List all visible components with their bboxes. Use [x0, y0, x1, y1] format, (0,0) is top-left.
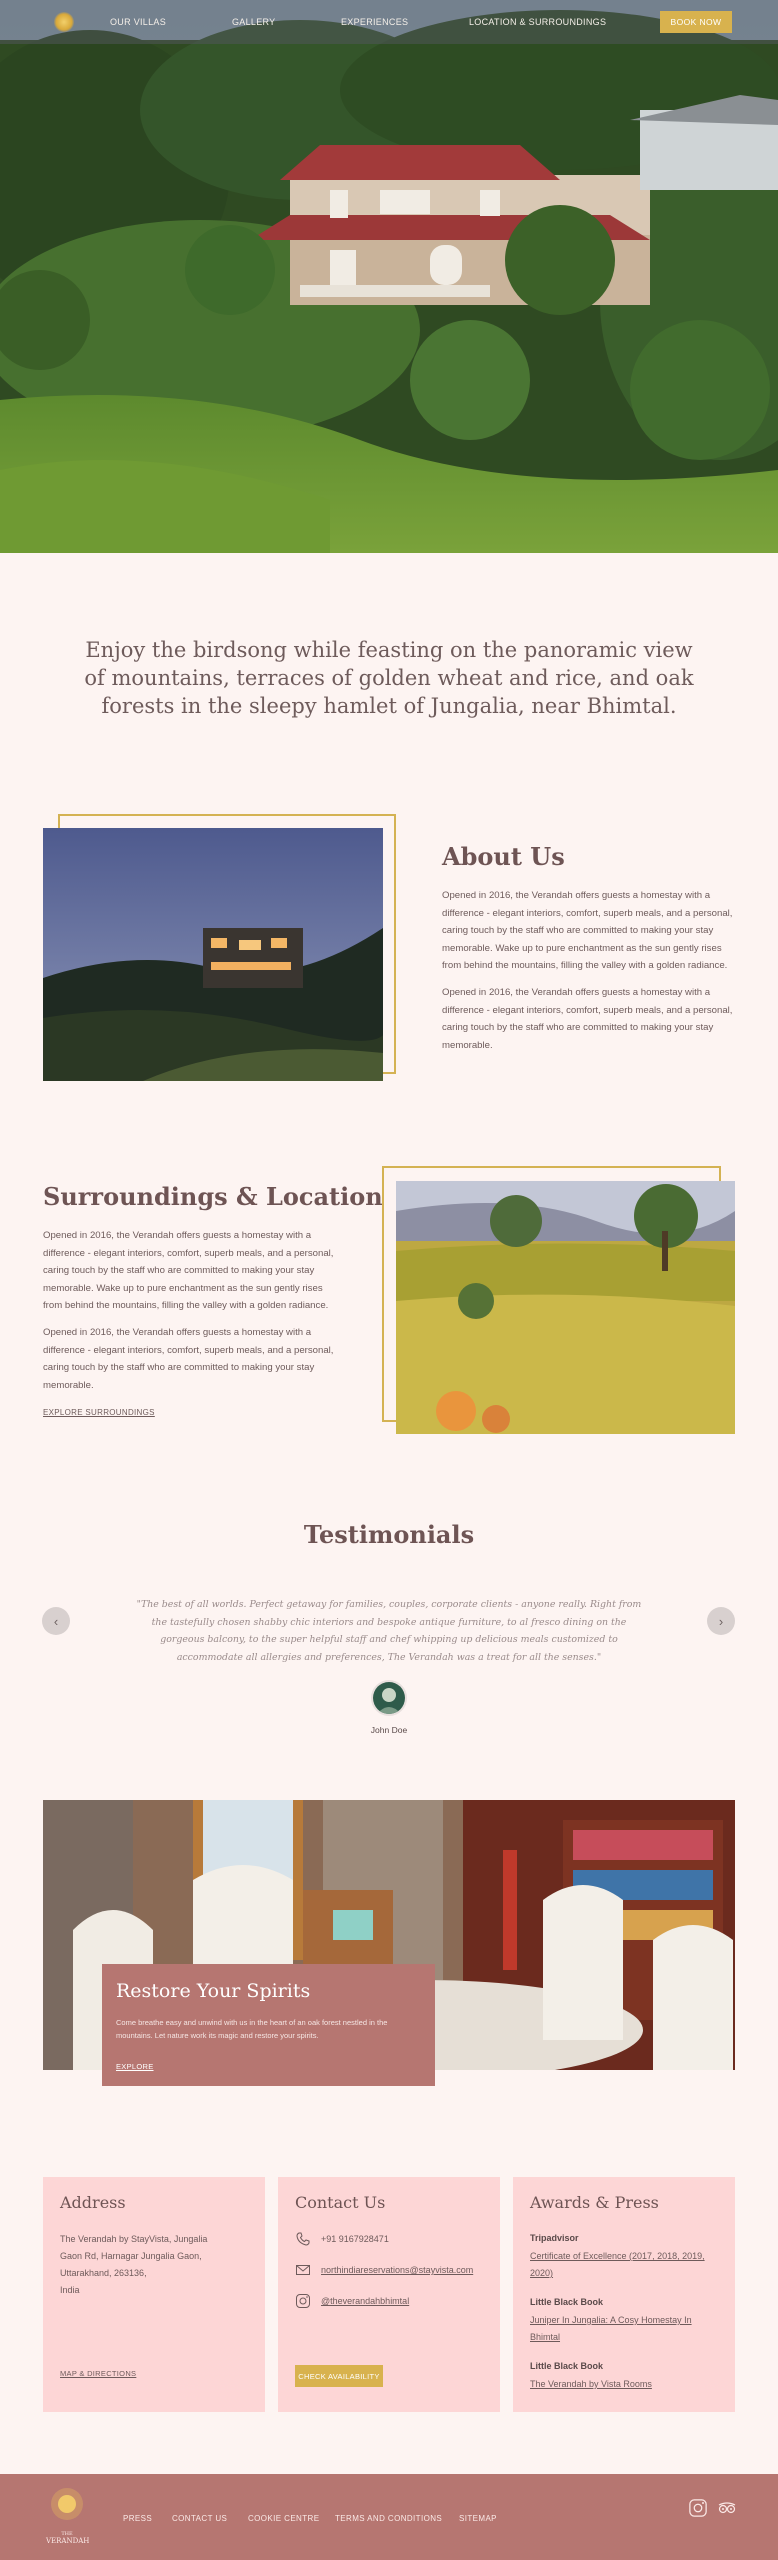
check-availability-button[interactable]: CHECK AVAILABILITY — [295, 2365, 383, 2387]
footer-logo[interactable] — [46, 2484, 88, 2550]
award-source-1: Tripadvisor — [530, 2233, 579, 2243]
contact-title: Contact Us — [295, 2193, 386, 2212]
footer-sitemap[interactable]: SITEMAP — [459, 2514, 497, 2523]
about-para-2: Opened in 2016, the Verandah offers guests a homestay with a difference - elegant interiors, comfort, superb meals, and a personal, caring touch by the staff who are committed to making your stay memorable. — [442, 987, 733, 1051]
tripadvisor-icon[interactable] — [718, 2500, 736, 2516]
nav-experiences[interactable]: EXPERIENCES — [341, 17, 409, 27]
footer-press[interactable]: PRESS — [123, 2514, 153, 2523]
avatar — [371, 1680, 407, 1716]
about-title: About Us — [442, 842, 565, 871]
address-line-3: Uttarakhand, 263136, — [60, 2268, 147, 2278]
nav-our-villas[interactable]: OUR VILLAS — [110, 17, 167, 27]
about-para-1: Opened in 2016, the Verandah offers guests a homestay with a difference - elegant interiors, comfort, superb meals, and a personal, caring touch by the staff who are committed to making your stay memorable. Wake up to pure enchantment as the sun gently rises from behind the mountains, filling the valley with a golden radiance. — [442, 890, 733, 971]
testimonial-author: John Doe — [370, 1725, 408, 1735]
spirit-title: Restore Your Spirits — [116, 1980, 311, 2002]
testimonial-quote: "The best of all worlds. Perfect getaway for families, couples, corporate clients - anyone really. Right from the tastefully chosen shabby chic interiors and bespoke antique furniture, to al fresco dining on the gorgeous balcony, to the super helpful staff and chef whipping up delicious meals customized to accommodate all allergies and preferences, The Verandah was a treat for all the senses." — [136, 1599, 642, 1663]
contact-phone[interactable]: +91 9167928471 — [321, 2234, 389, 2244]
footer-terms[interactable]: TERMS AND CONDITIONS — [335, 2514, 443, 2523]
nav-gallery[interactable]: GALLERY — [232, 17, 276, 27]
contact-instagram[interactable]: @theverandahbhimtal — [321, 2296, 410, 2306]
award-source-3: Little Black Book — [530, 2361, 604, 2371]
award-link-1[interactable]: Certificate of Excellence (2017, 2018, 2019, 2020) — [530, 2251, 705, 2278]
footer-contact-us[interactable]: CONTACT US — [172, 2514, 228, 2523]
spirit-desc: Come breathe easy and unwind with us in the heart of an oak forest nestled in the mountains. Let nature work its magic and restore your spirits. — [116, 2018, 388, 2040]
surroundings-para-1: Opened in 2016, the Verandah offers guests a homestay with a difference - elegant interiors, comfort, superb meals, and a personal, caring touch by the staff who are committed to making your stay memorable. Wake up to pure enchantment as the sun gently rises from behind the mountains, filling the valley with a golden radiance. — [43, 1230, 334, 1311]
spirit-card — [102, 1964, 435, 2086]
mail-icon — [295, 2262, 311, 2278]
contact-email[interactable]: northindiareservations@stayvista.com — [321, 2265, 474, 2275]
prev-arrow-icon[interactable]: ‹ — [42, 1607, 70, 1635]
testimonials-title: Testimonials — [303, 1520, 475, 1549]
surroundings-para-2: Opened in 2016, the Verandah offers guests a homestay with a difference - elegant interiors, comfort, superb meals, and a personal, caring touch by the staff who are committed to making your stay memorable. — [43, 1327, 334, 1391]
award-link-3[interactable]: The Verandah by Vista Rooms — [530, 2379, 652, 2389]
address-line-1: The Verandah by StayVista, Jungalia — [60, 2234, 208, 2244]
award-source-2: Little Black Book — [530, 2297, 604, 2307]
map-directions-link[interactable]: MAP & DIRECTIONS — [60, 2369, 137, 2378]
intro-text: Enjoy the birdsong while feasting on the panoramic view of mountains, terraces of golden wheat and rice, and oak forests in the sleepy hamlet of Jungalia, near Bhimtal. — [84, 638, 694, 718]
next-arrow-icon[interactable]: › — [707, 1607, 735, 1635]
address-card — [43, 2177, 265, 2412]
sun-logo-icon — [46, 2484, 88, 2524]
awards-title: Awards & Press — [530, 2193, 659, 2212]
spirit-explore-link[interactable]: EXPLORE — [116, 2062, 154, 2071]
book-now-button[interactable]: BOOK NOW — [660, 11, 732, 33]
footer-logo-name: VERANDAH — [46, 2537, 90, 2545]
footer-logo-prefix: THE — [61, 2531, 73, 2537]
surroundings-image — [396, 1181, 735, 1434]
address-title: Address — [60, 2193, 126, 2212]
sun-logo-icon[interactable] — [54, 12, 74, 32]
surroundings-title: Surroundings & Location — [43, 1182, 383, 1211]
top-nav — [0, 0, 778, 44]
instagram-icon[interactable] — [688, 2498, 708, 2518]
footer — [0, 2474, 778, 2560]
award-link-2[interactable]: Juniper In Jungalia: A Cosy Homestay In Bhimtal — [530, 2315, 692, 2342]
instagram-icon — [295, 2293, 311, 2309]
address-line-4: India — [60, 2285, 80, 2295]
contact-card — [278, 2177, 500, 2412]
about-image — [43, 828, 383, 1081]
explore-surroundings-link[interactable]: EXPLORE SURROUNDINGS — [43, 1408, 155, 1417]
phone-icon — [295, 2231, 311, 2247]
address-line-2: Gaon Rd, Harnagar Jungalia Gaon, — [60, 2251, 202, 2261]
hero-image — [0, 0, 778, 553]
footer-cookie-centre[interactable]: COOKIE CENTRE — [248, 2514, 320, 2523]
awards-card — [513, 2177, 735, 2412]
nav-location[interactable]: LOCATION & SURROUNDINGS — [469, 17, 607, 27]
